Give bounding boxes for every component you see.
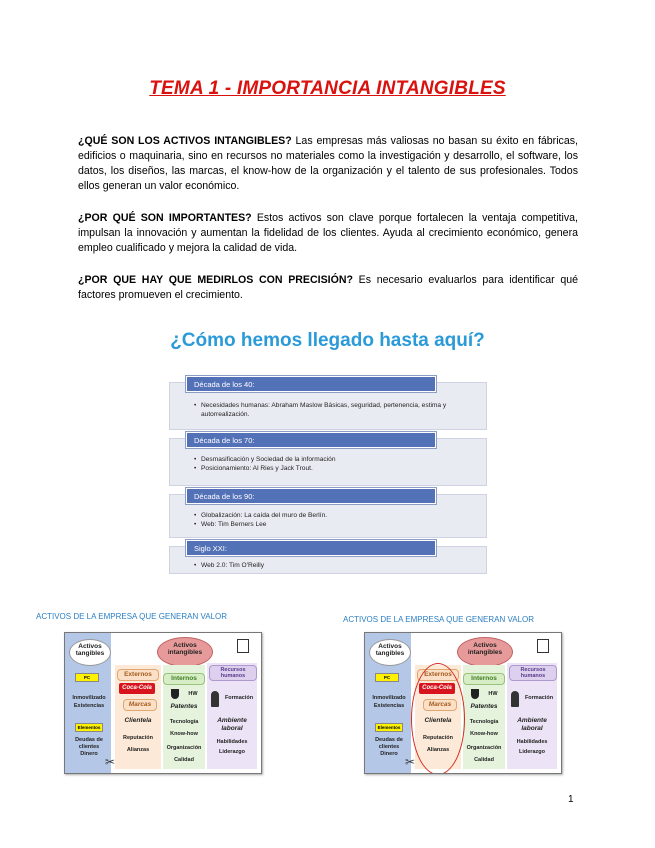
timeline-block-xxi xyxy=(169,546,487,574)
elementos-tag: Elementos xyxy=(375,723,403,732)
marcas-label: Marcas xyxy=(423,699,457,711)
timeline-heading: Década de los 90: xyxy=(186,488,436,504)
reputacion-label: Reputación xyxy=(423,735,453,741)
figure-caption-left: ACTIVOS DE LA EMPRESA QUE GENERAN VALOR xyxy=(36,612,228,621)
clientela-label: Clientela xyxy=(124,717,152,724)
scissors-icon: ✂ xyxy=(105,755,116,769)
timeline-item: • Necesidades humanas: Abraham Maslow Básicas, seguridad, pertenencia, estima y autorrealización. xyxy=(194,401,474,419)
pc-tag: PC xyxy=(75,673,99,682)
coca-cola-logo: Coca-Cola xyxy=(419,683,455,694)
timeline-list xyxy=(194,401,474,419)
timeline-item: • Globalización: La caída del muro de Berlín. xyxy=(194,511,474,520)
liderazgo-label: Liderazgo xyxy=(519,749,545,755)
internos-label: Internos xyxy=(463,673,505,685)
intangibles-bubble: Activos intangibles xyxy=(457,637,513,667)
paragraph-lead: ¿POR QUE HAY QUE MEDIRLOS CON PRECISIÓN? xyxy=(78,274,353,286)
elementos-tag: Elementos xyxy=(75,723,103,732)
paragraph-lead: ¿POR QUÉ SON IMPORTANTES? xyxy=(78,212,252,224)
scissors-icon: ✂ xyxy=(405,755,416,769)
ambiente-label: Ambiente laboral xyxy=(517,717,547,732)
habilidades-label: Habilidades xyxy=(216,739,248,745)
formacion-label: Formación xyxy=(524,695,554,701)
patentes-label: Patentes xyxy=(470,703,498,710)
humanos-label: Recursos humanos xyxy=(209,665,257,681)
organizacion-label: Organización xyxy=(166,745,202,751)
timeline-list xyxy=(194,455,474,473)
timeline-block-90s xyxy=(169,494,487,538)
ambiente-label: Ambiente laboral xyxy=(217,717,247,732)
knowhow-label: Know-how xyxy=(170,731,198,737)
timeline-item: • Web: Tim Berners Lee xyxy=(194,520,474,529)
paragraph-lead: ¿QUÉ SON LOS ACTIVOS INTANGIBLES? xyxy=(78,135,292,147)
timeline-heading: Década de los 40: xyxy=(186,376,436,392)
hw-tag: HW xyxy=(188,691,198,697)
dinero-label: Dinero xyxy=(380,751,398,757)
section-subtitle: ¿Cómo hemos llegado hasta aquí? xyxy=(170,330,485,351)
calidad-label: Calidad xyxy=(174,757,194,763)
intangibles-bubble: Activos intangibles xyxy=(157,637,213,667)
paragraph-text: Es necesario evaluarlos para identificar qué factores promueven el crecimiento. xyxy=(78,274,578,301)
alianzas-label: Alianzas xyxy=(426,747,450,753)
assets-diagram-right xyxy=(364,632,562,774)
paragraph-text: Estos activos son clave porque fortalecen la ventaja competitiva, impulsan la innovación y aumentan la fidelidad de los clientes. Ayuda al crecimiento económico, genera empleo cualificado y mejora la calidad de vida. xyxy=(78,212,578,254)
reputacion-label: Reputación xyxy=(123,735,153,741)
internos-label: Internos xyxy=(163,673,205,685)
paragraph-text: Las empresas más valiosas no basan su éxito en fábricas, edificios o maquinaria, sino en recursos no materiales como la investigación y desarrollo, el software, los datos, los diseños, las marcas, el know-how de la organización y el talento de sus profesionales. Todos ellos generan un valor económico. xyxy=(78,135,578,192)
timeline-list xyxy=(194,561,474,570)
paragraph-why-measure xyxy=(78,273,578,303)
figure-caption-right: ACTIVOS DE LA EMPRESA QUE GENERAN VALOR xyxy=(343,615,535,624)
person-icon xyxy=(211,691,219,707)
knowhow-label: Know-how xyxy=(470,731,498,737)
document-icon xyxy=(237,639,249,653)
existencias-label: Existencias xyxy=(73,703,105,709)
hw-tag: HW xyxy=(488,691,498,697)
paragraph-what-are xyxy=(78,134,578,194)
marcas-label: Marcas xyxy=(123,699,157,711)
humanos-label: Recursos humanos xyxy=(509,665,557,681)
deudas-label: Deudas de clientes xyxy=(75,737,103,750)
flask-icon xyxy=(171,689,179,699)
timeline-list xyxy=(194,511,474,529)
assets-diagram-left xyxy=(64,632,262,774)
tecnologia-label: Tecnología xyxy=(469,719,499,725)
dinero-label: Dinero xyxy=(80,751,98,757)
patentes-label: Patentes xyxy=(170,703,198,710)
flask-icon xyxy=(471,689,479,699)
formacion-label: Formación xyxy=(224,695,254,701)
person-icon xyxy=(511,691,519,707)
alianzas-label: Alianzas xyxy=(126,747,150,753)
externos-label: Externos xyxy=(117,669,159,681)
clientela-label: Clientela xyxy=(424,717,452,724)
externos-label: Externos xyxy=(417,669,459,681)
liderazgo-label: Liderazgo xyxy=(219,749,245,755)
timeline-item: • Web 2.0: Tim O'Reilly xyxy=(194,561,474,570)
tecnologia-label: Tecnología xyxy=(169,719,199,725)
coca-cola-logo: Coca-Cola xyxy=(119,683,155,694)
highlight-oval xyxy=(411,663,465,774)
timeline-heading: Década de los 70: xyxy=(186,432,436,448)
inmovilizado-label: Inmovilizado xyxy=(372,695,406,701)
timeline-heading: Siglo XXI: xyxy=(186,540,436,556)
document-icon xyxy=(537,639,549,653)
deudas-label: Deudas de clientes xyxy=(375,737,403,750)
timeline-item: • Desmasificación y Sociedad de la información xyxy=(194,455,474,464)
timeline-block-40s xyxy=(169,382,487,430)
timeline-diagram xyxy=(169,376,487,576)
page-title: TEMA 1 - IMPORTANCIA INTANGIBLES xyxy=(149,78,506,99)
organizacion-label: Organización xyxy=(466,745,502,751)
tangibles-bubble: Activos tangibles xyxy=(69,639,111,666)
paragraph-why-important xyxy=(78,211,578,256)
pc-tag: PC xyxy=(375,673,399,682)
tangibles-bubble: Activos tangibles xyxy=(369,639,411,666)
habilidades-label: Habilidades xyxy=(516,739,548,745)
timeline-item: • Posicionamiento: Al Ries y Jack Trout. xyxy=(194,464,474,473)
existencias-label: Existencias xyxy=(373,703,405,709)
timeline-block-70s xyxy=(169,438,487,486)
calidad-label: Calidad xyxy=(474,757,494,763)
page-number: 1 xyxy=(568,794,574,805)
inmovilizado-label: Inmovilizado xyxy=(72,695,106,701)
